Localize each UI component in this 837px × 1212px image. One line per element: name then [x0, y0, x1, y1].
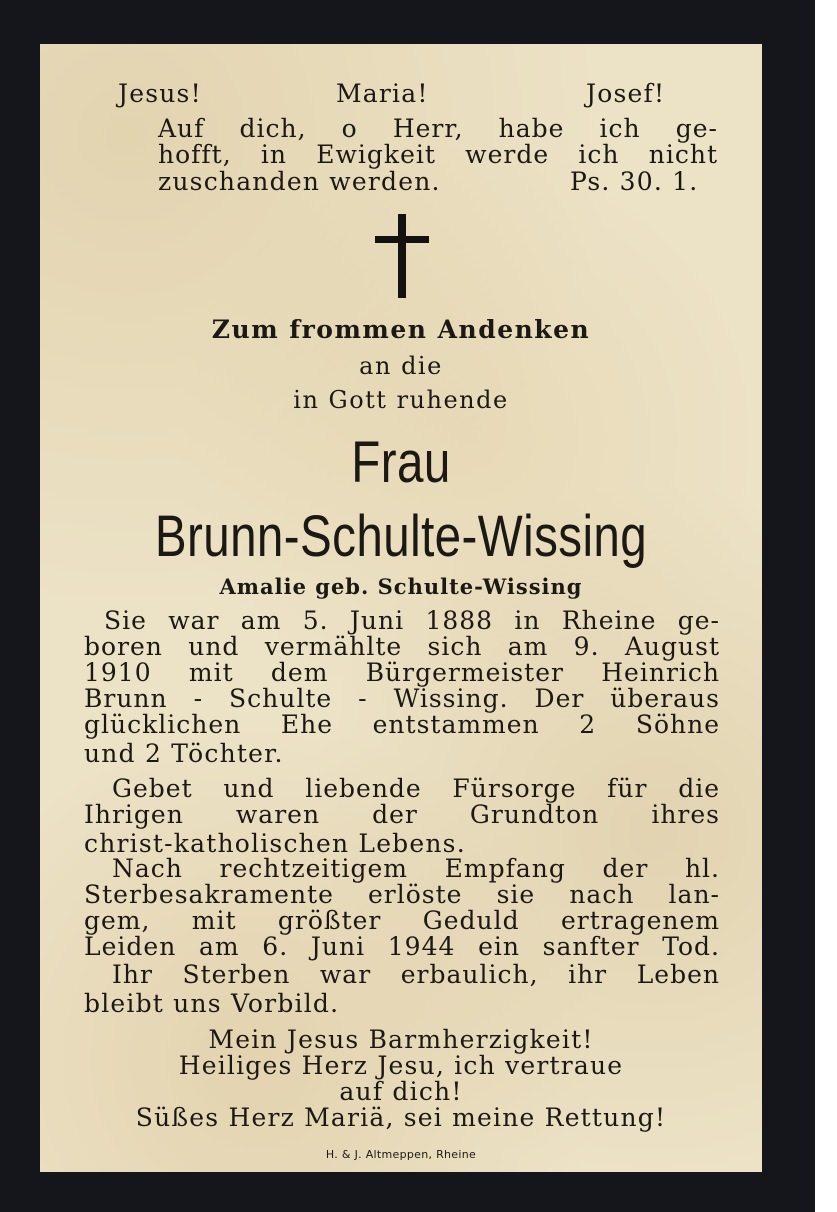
prayer-line: Heiliges Herz Jesu, ich vertraue: [178, 1051, 624, 1080]
psalm-line: zuschanden werden.: [158, 167, 441, 196]
header-name-jesus: Jesus!: [118, 79, 202, 108]
deceased-title: Frau: [351, 430, 451, 495]
latin-cross-icon: [375, 214, 429, 298]
body-line: glücklichen Ehe entstammen 2 Söhne: [84, 710, 720, 739]
body-line: Brunn - Schulte - Wissing. Der überaus: [84, 684, 720, 713]
header-name-josef: Josef!: [586, 79, 666, 108]
prayer-line: auf dich!: [339, 1077, 463, 1106]
header-name-maria: Maria!: [336, 79, 429, 108]
prayer-line: Süßes Herz Mariä, sei meine Rettung!: [135, 1103, 667, 1132]
body-line: und 2 Töchter.: [84, 739, 284, 768]
prayer-line: Mein Jesus Barmherzigkeit!: [208, 1025, 594, 1054]
psalm-line: Auf dich, o Herr, habe ich ge-: [158, 114, 718, 143]
memorial-line-an-die: an die: [359, 352, 443, 380]
psalm-reference: Ps. 30. 1.: [570, 167, 699, 196]
deceased-birth-name: Amalie geb. Schulte-Wissing: [219, 574, 583, 599]
printer-imprint: H. & J. Altmeppen, Rheine: [325, 1148, 477, 1161]
deceased-surname: Brunn-Schulte-Wissing: [154, 504, 648, 569]
memorial-card: [40, 44, 762, 1172]
body-line: 1910 mit dem Bürgermeister Heinrich: [84, 658, 720, 687]
body-line: bleibt uns Vorbild.: [84, 989, 340, 1018]
body-line: christ-katholischen Lebens.: [84, 829, 466, 858]
body-line: Ihrigen waren der Grundton ihres: [84, 800, 720, 829]
body-line: Nach rechtzeitigem Empfang der hl.: [112, 854, 720, 883]
psalm-line: hofft, in Ewigkeit werde ich nicht: [158, 140, 718, 169]
body-line: boren und vermählte sich am 9. August: [84, 632, 720, 661]
body-line: Ihr Sterben war erbaulich, ihr Leben: [112, 960, 720, 989]
body-line: Sterbesakramente erlöste sie nach lan-: [84, 880, 720, 909]
memorial-line-ruhende: in Gott ruhende: [293, 386, 509, 414]
memorial-intro: Zum frommen Andenken: [211, 315, 591, 344]
body-line: Sie war am 5. Juni 1888 in Rheine ge-: [104, 606, 720, 635]
body-line: Gebet und liebende Fürsorge für die: [112, 774, 720, 803]
body-line: gem, mit größter Geduld ertragenem: [84, 906, 720, 935]
body-line: Leiden am 6. Juni 1944 ein sanfter Tod.: [84, 932, 720, 961]
